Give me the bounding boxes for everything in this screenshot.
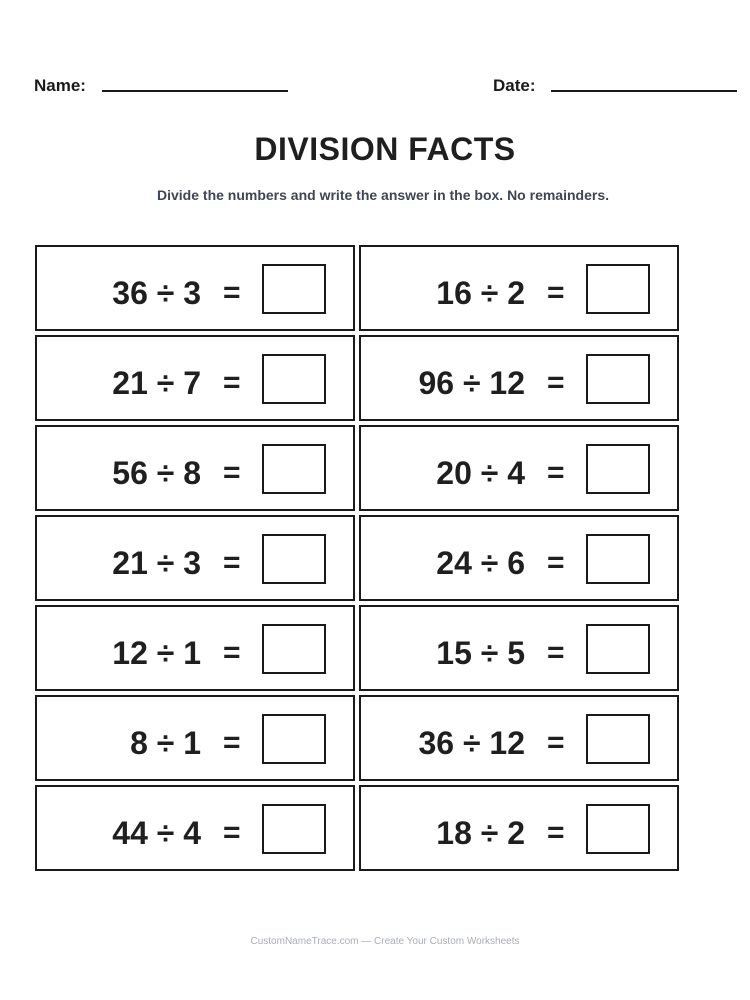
equals-sign: = <box>223 816 241 849</box>
answer-box[interactable] <box>586 624 650 674</box>
instructions: Divide the numbers and write the answer in the box. No remainders. <box>157 187 609 203</box>
problem-card <box>35 515 355 601</box>
problem-expression: 36 ÷ 12 <box>418 725 525 761</box>
equals-sign: = <box>547 816 565 849</box>
problem-expression: 21 ÷ 7 <box>112 365 201 401</box>
problem-card <box>35 605 355 691</box>
answer-box[interactable] <box>262 444 326 494</box>
answer-box[interactable] <box>262 534 326 584</box>
date-label: Date: <box>493 76 536 95</box>
page-title: DIVISION FACTS <box>254 131 516 167</box>
problem-expression: 8 ÷ 1 <box>130 725 201 761</box>
answer-box[interactable] <box>262 804 326 854</box>
footer-credit: CustomNameTrace.com — Create Your Custom Worksheets <box>250 936 520 947</box>
answer-box[interactable] <box>262 354 326 404</box>
answer-box[interactable] <box>586 804 650 854</box>
problem-card <box>359 605 679 691</box>
problem-expression: 44 ÷ 4 <box>112 815 201 851</box>
problem-card <box>359 695 679 781</box>
equals-sign: = <box>223 546 241 579</box>
answer-box[interactable] <box>262 264 326 314</box>
equals-sign: = <box>547 276 565 309</box>
equals-sign: = <box>547 456 565 489</box>
equals-sign: = <box>547 636 565 669</box>
answer-box[interactable] <box>262 624 326 674</box>
problem-card <box>359 785 679 871</box>
problem-expression: 21 ÷ 3 <box>112 545 201 581</box>
answer-box[interactable] <box>586 714 650 764</box>
problem-expression: 12 ÷ 1 <box>112 635 201 671</box>
problem-expression: 96 ÷ 12 <box>418 365 525 401</box>
worksheet-header <box>34 76 738 98</box>
answer-box[interactable] <box>586 264 650 314</box>
answer-box[interactable] <box>586 534 650 584</box>
name-label: Name: <box>34 76 86 95</box>
problem-card <box>359 245 679 331</box>
answer-box[interactable] <box>586 444 650 494</box>
equals-sign: = <box>223 456 241 489</box>
problem-card <box>35 425 355 511</box>
answer-box[interactable] <box>586 354 650 404</box>
problem-card <box>359 335 679 421</box>
problem-expression: 56 ÷ 8 <box>112 455 201 491</box>
problem-card <box>35 695 355 781</box>
problem-expression: 24 ÷ 6 <box>436 545 525 581</box>
problem-card <box>359 425 679 511</box>
equals-sign: = <box>547 726 565 759</box>
answer-box[interactable] <box>262 714 326 764</box>
problem-grid <box>35 245 682 875</box>
problem-card <box>35 785 355 871</box>
equals-sign: = <box>223 366 241 399</box>
problem-card <box>35 335 355 421</box>
date-field[interactable] <box>551 90 737 92</box>
problem-expression: 20 ÷ 4 <box>436 455 525 491</box>
problem-expression: 15 ÷ 5 <box>436 635 525 671</box>
equals-sign: = <box>223 276 241 309</box>
equals-sign: = <box>223 636 241 669</box>
equals-sign: = <box>547 366 565 399</box>
problem-card <box>359 515 679 601</box>
equals-sign: = <box>547 546 565 579</box>
problem-expression: 16 ÷ 2 <box>436 275 525 311</box>
name-field[interactable] <box>102 90 288 92</box>
problem-card <box>35 245 355 331</box>
problem-expression: 18 ÷ 2 <box>436 815 525 851</box>
problem-expression: 36 ÷ 3 <box>112 275 201 311</box>
equals-sign: = <box>223 726 241 759</box>
